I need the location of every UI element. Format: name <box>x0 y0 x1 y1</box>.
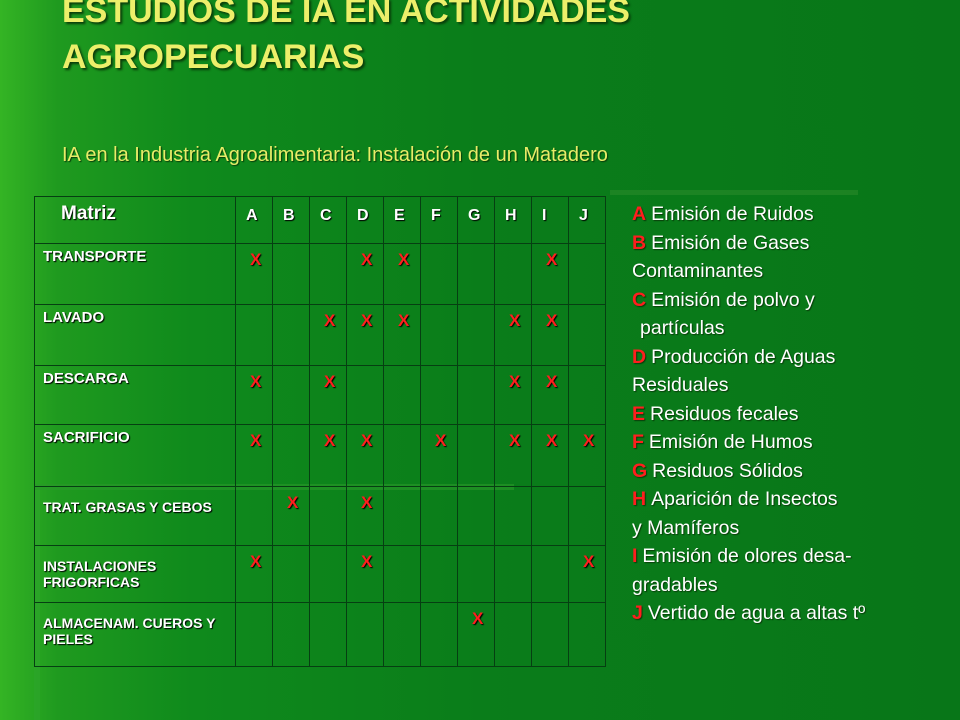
matrix-cell-e <box>384 487 421 546</box>
matrix-cell-b <box>273 244 310 305</box>
legend-text-g: Residuos Sólidos <box>652 459 803 482</box>
impact-mark: X <box>398 250 410 269</box>
matrix-cell-b <box>273 546 310 603</box>
column-header-i: I <box>532 197 569 244</box>
matrix-cell-h <box>495 244 532 305</box>
impact-mark: X <box>361 493 373 512</box>
row-label: ALMACENAM. CUEROS Y PIELES <box>35 603 236 667</box>
column-header-h: H <box>495 197 532 244</box>
table-row <box>35 603 606 667</box>
matrix-cell-c <box>310 366 347 425</box>
legend-item-c-cont: partículas <box>640 317 725 339</box>
legend-item-j <box>632 599 952 628</box>
impact-mark: X <box>250 552 262 571</box>
matrix-cell-e <box>384 603 421 667</box>
matrix-cell-i <box>532 366 569 425</box>
legend-text-e: Residuos fecales <box>650 402 799 425</box>
table-row <box>35 305 606 366</box>
matrix-cell-f <box>421 425 458 487</box>
matrix-cell-d <box>347 305 384 366</box>
impact-mark: X <box>361 552 373 571</box>
legend-key-h: H <box>632 488 647 510</box>
legend-key-f: F <box>632 431 644 453</box>
matrix-cell-i <box>532 305 569 366</box>
impact-mark: X <box>472 609 484 628</box>
matrix-cell-f <box>421 546 458 603</box>
column-header-a: A <box>236 197 273 244</box>
matrix-cell-j <box>569 244 606 305</box>
matrix-cell-d <box>347 366 384 425</box>
legend-text-f: Emisión de Humos <box>648 431 813 453</box>
matrix-cell-c <box>310 425 347 487</box>
legend-key-e: E <box>632 402 646 425</box>
column-header-g: G <box>458 197 495 244</box>
matrix-cell-a <box>236 244 273 305</box>
legend-key-c: C <box>632 288 647 311</box>
matrix-cell-a <box>236 305 273 366</box>
column-header-d: D <box>347 197 384 244</box>
matrix-cell-i <box>532 487 569 546</box>
matrix-cell-f <box>421 366 458 425</box>
slide-title-line-2: AGROPECUARIAS <box>62 38 365 76</box>
matrix-cell-j <box>569 425 606 487</box>
row-label: DESCARGA <box>35 366 236 425</box>
legend-key-i: I <box>632 545 638 567</box>
legend-key-a: A <box>632 203 647 225</box>
matrix-cell-b <box>273 366 310 425</box>
impact-mark: X <box>250 431 262 450</box>
impact-mark: X <box>509 311 521 330</box>
matrix-cell-j <box>569 366 606 425</box>
legend-text-b: Emisión de Gases <box>651 231 810 254</box>
legend-text-i: Emisión de olores desa- <box>642 545 852 567</box>
impact-matrix <box>34 196 606 667</box>
column-header-c: C <box>310 197 347 244</box>
impact-mark: X <box>398 311 410 330</box>
matrix-cell-g <box>458 305 495 366</box>
impact-mark: X <box>361 431 373 450</box>
matrix-cell-j <box>569 603 606 667</box>
legend-text-d: Producción de Aguas <box>651 345 836 368</box>
matrix-cell-c <box>310 546 347 603</box>
legend-item-d-cont: Residuales <box>632 374 729 396</box>
matrix-cell-b <box>273 487 310 546</box>
impact-mark: X <box>250 250 262 269</box>
legend-item-g <box>632 457 952 486</box>
legend-item-b <box>632 229 952 258</box>
matrix-cell-f <box>421 244 458 305</box>
legend-text-j: Vertido de agua a altas tº <box>647 602 866 624</box>
matrix-cell-h <box>495 487 532 546</box>
matrix-cell-b <box>273 305 310 366</box>
impact-mark: X <box>361 250 373 269</box>
matrix-cell-d <box>347 603 384 667</box>
legend-item-i <box>632 542 952 571</box>
matrix-cell-c <box>310 603 347 667</box>
impact-mark: X <box>435 431 447 450</box>
matrix-cell-f <box>421 603 458 667</box>
matrix-cell-b <box>273 603 310 667</box>
column-header-b: B <box>273 197 310 244</box>
matrix-cell-f <box>421 305 458 366</box>
matrix-cell-g <box>458 425 495 487</box>
impact-mark: X <box>324 372 336 391</box>
matrix-cell-a <box>236 425 273 487</box>
column-header-f: F <box>421 197 458 244</box>
row-label: LAVADO <box>35 305 236 366</box>
matrix-cell-g <box>458 366 495 425</box>
slide-subtitle: IA en la Industria Agroalimentaria: Instalación de un Matadero <box>62 144 608 166</box>
impact-mark: X <box>361 311 373 330</box>
matrix-cell-c <box>310 244 347 305</box>
legend-item-d <box>632 343 952 372</box>
matrix-cell-i <box>532 244 569 305</box>
legend-item-e <box>632 400 952 429</box>
legend-key-g: G <box>632 459 648 482</box>
matrix-cell-c <box>310 305 347 366</box>
matrix-cell-f <box>421 487 458 546</box>
decorative-top-line <box>610 190 858 195</box>
impact-mark: X <box>509 372 521 391</box>
legend-item-f <box>632 428 952 457</box>
matrix-cell-c <box>310 487 347 546</box>
row-label: INSTALACIONES FRIGORFICAS <box>35 546 236 603</box>
table-row <box>35 546 606 603</box>
legend-item-h <box>632 485 952 514</box>
matrix-title: Matriz <box>35 197 236 244</box>
matrix-cell-i <box>532 425 569 487</box>
legend-text-h: Aparición de Insectos <box>651 488 838 510</box>
legend-key-d: D <box>632 345 647 368</box>
matrix-cell-i <box>532 546 569 603</box>
matrix-cell-g <box>458 487 495 546</box>
matrix-cell-h <box>495 603 532 667</box>
matrix-cell-d <box>347 425 384 487</box>
matrix-cell-h <box>495 425 532 487</box>
impact-mark: X <box>250 372 262 391</box>
matrix-cell-h <box>495 305 532 366</box>
matrix-cell-d <box>347 244 384 305</box>
matrix-cell-a <box>236 366 273 425</box>
matrix-cell-g <box>458 603 495 667</box>
legend-item-h-cont: y Mamíferos <box>632 516 740 539</box>
matrix-cell-a <box>236 487 273 546</box>
column-header-e: E <box>384 197 421 244</box>
impact-mark: X <box>324 311 336 330</box>
legend-text-a: Emisión de Ruidos <box>651 203 814 225</box>
impact-mark: X <box>546 311 558 330</box>
row-label: TRAT. GRASAS Y CEBOS <box>35 487 236 546</box>
impact-mark: X <box>546 372 558 391</box>
matrix-cell-e <box>384 425 421 487</box>
legend-item-a <box>632 200 952 229</box>
matrix-cell-j <box>569 546 606 603</box>
matrix-cell-h <box>495 366 532 425</box>
impact-mark: X <box>546 250 558 269</box>
matrix-cell-h <box>495 546 532 603</box>
impact-mark: X <box>509 431 521 450</box>
impact-mark: X <box>546 431 558 450</box>
legend-item-c <box>632 286 952 315</box>
legend <box>632 200 952 628</box>
slide-title-line-1: ESTUDIOS DE IA EN ACTIVIDADES <box>62 0 630 30</box>
matrix-cell-b <box>273 425 310 487</box>
matrix-cell-i <box>532 603 569 667</box>
impact-mark: X <box>324 431 336 450</box>
legend-key-b: B <box>632 231 647 254</box>
matrix-cell-e <box>384 244 421 305</box>
table-row <box>35 244 606 305</box>
legend-key-j: J <box>632 602 643 624</box>
matrix-cell-e <box>384 366 421 425</box>
matrix-cell-a <box>236 603 273 667</box>
matrix-cell-j <box>569 487 606 546</box>
table-row <box>35 425 606 487</box>
column-header-j: J <box>569 197 606 244</box>
table-row <box>35 366 606 425</box>
matrix-cell-e <box>384 546 421 603</box>
matrix-cell-d <box>347 487 384 546</box>
impact-mark: X <box>583 552 595 571</box>
slide-title <box>62 0 922 80</box>
matrix-cell-d <box>347 546 384 603</box>
matrix-cell-g <box>458 244 495 305</box>
table-row <box>35 487 606 546</box>
legend-text-c: Emisión de polvo y <box>651 288 815 311</box>
legend-item-i-cont: gradables <box>632 573 718 596</box>
impact-mark: X <box>287 493 299 512</box>
row-label: TRANSPORTE <box>35 244 236 305</box>
row-label: SACRIFICIO <box>35 425 236 487</box>
matrix-cell-j <box>569 305 606 366</box>
matrix-cell-e <box>384 305 421 366</box>
matrix-cell-a <box>236 546 273 603</box>
legend-item-b-cont: Contaminantes <box>632 260 764 282</box>
matrix-cell-g <box>458 546 495 603</box>
impact-mark: X <box>583 431 595 450</box>
